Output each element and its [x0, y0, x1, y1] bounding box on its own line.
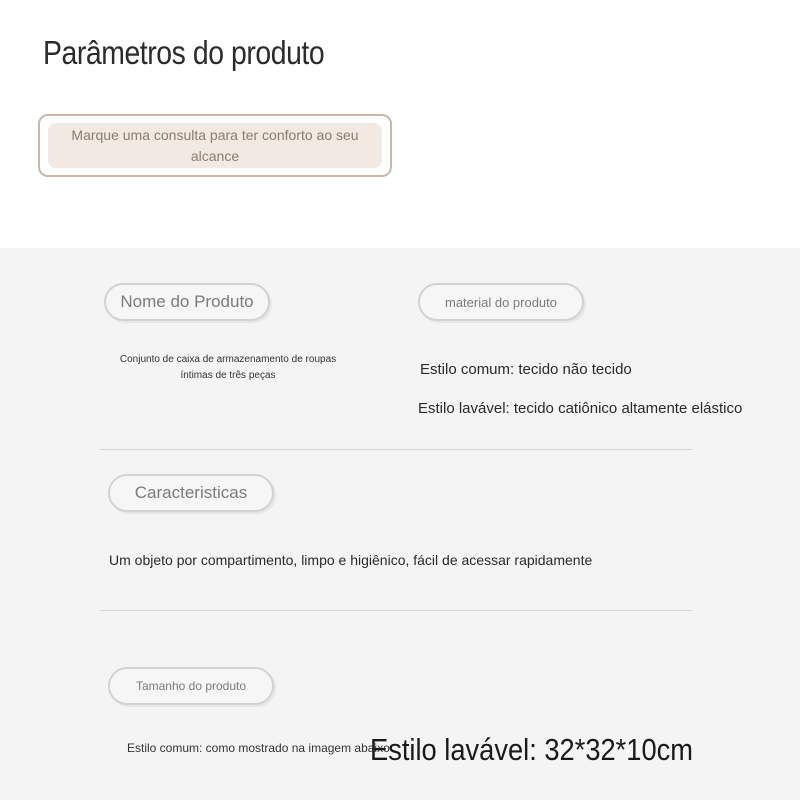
page-title: Parâmetros do produto	[43, 34, 325, 71]
size-label: Tamanho do produto	[108, 667, 274, 705]
product-name-label: Nome do Produto	[104, 283, 270, 321]
features-label: Caracteristicas	[108, 474, 274, 512]
product-name-value: Conjunto de caixa de armazenamento de roupas íntimas de três peças	[119, 354, 337, 381]
size-washable: Estilo lavável: 32*32*10cm	[370, 732, 694, 767]
consult-banner-text: Marque uma consulta para ter conforto ao seu alcance	[48, 123, 382, 168]
consult-banner[interactable]	[38, 114, 392, 177]
material-washable: Estilo lavável: tecido catiônico altamente elástico	[418, 400, 743, 417]
features-value: Um objeto por compartimento, limpo e higiênico, fácil de acessar rapidamente	[109, 552, 593, 568]
material-label: material do produto	[418, 283, 584, 321]
divider	[100, 449, 692, 450]
material-common: Estilo comum: tecido não tecido	[420, 361, 632, 378]
size-common: Estilo comum: como mostrado na imagem abaixo	[127, 741, 390, 755]
parameters-panel	[0, 248, 800, 800]
divider	[100, 610, 692, 611]
header-section	[0, 0, 800, 248]
